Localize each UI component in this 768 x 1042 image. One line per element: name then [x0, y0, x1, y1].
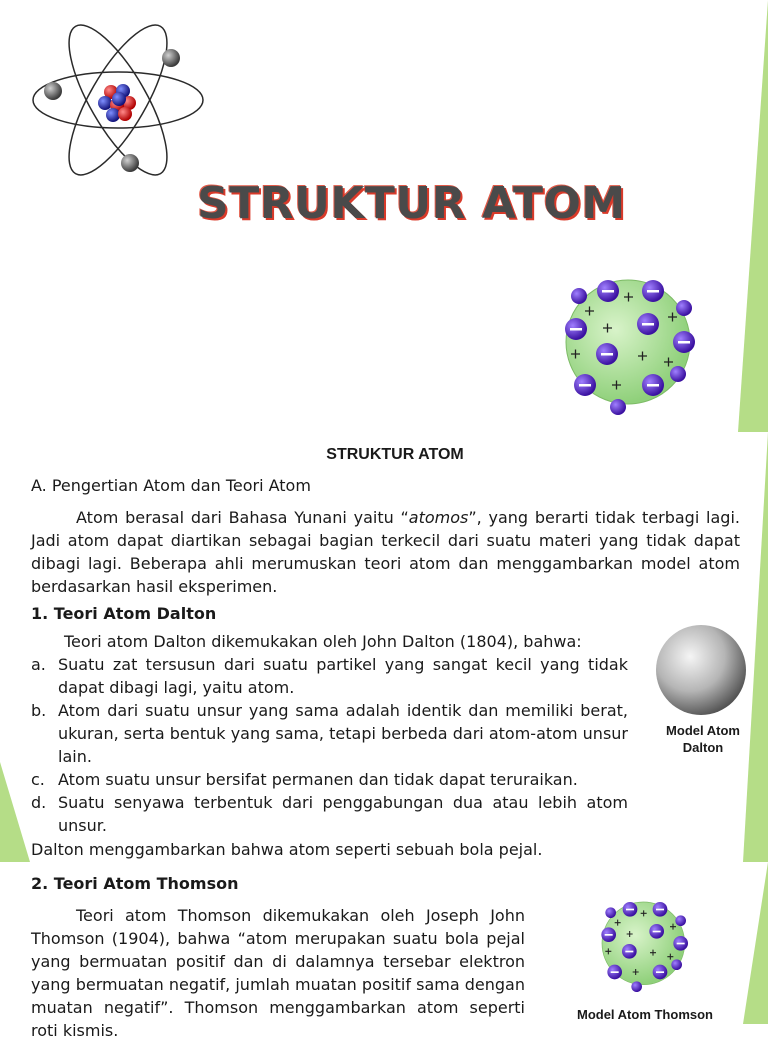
dalton-title: 1. Teori Atom Dalton: [31, 604, 217, 623]
thomson-title: 2. Teori Atom Thomson: [31, 874, 239, 893]
thomson-model-small-icon: [598, 898, 698, 994]
cover-slide: [0, 0, 768, 432]
section-a-title: A. Pengertian Atom dan Teori Atom: [31, 476, 311, 495]
cover-title: STRUKTUR ATOM: [197, 178, 626, 229]
thomson-paragraph: Teori atom Thomson dikemukakan oleh Joseph John Thomson (1904), bahwa “atom merupakan suatu bola pejal yang bermuatan positif dan di dalamnya tersebar elektron yang bermuatan negatif, jumlah muatan positif sama dengan muatan negatif”. Thomson menggambarkan atom seperti roti kismis.: [31, 906, 525, 1040]
section-a-paragraph: Atom berasal dari Bahasa Yunani yaitu “atomos”, yang berarti tidak terbagi lagi. Jadi atom dapat diartikan sebagai bagian terkecil dari suatu materi yang tidak dapat dibagi lagi. Beberapa ahli merumuskan teori atom dan menggambarkan model atom berdasarkan hasil eksperimen.: [31, 508, 740, 596]
content-green-accent-left: [0, 762, 30, 862]
cover-green-accent-right: [738, 0, 768, 432]
content2-green-accent-right: [743, 862, 768, 1024]
dalton-conclusion: Dalton menggambarkan bahwa atom seperti sebuah bola pejal.: [31, 840, 543, 859]
dalton-intro: Teori atom Dalton dikemukakan oleh John Dalton (1804), bahwa:: [64, 632, 582, 651]
dalton-list-item-c: c. Atom suatu unsur bersifat permanen dan tidak dapat teruraikan.: [31, 770, 578, 789]
atom-rutherford-icon: [25, 15, 215, 185]
thomson-model-icon: [560, 275, 710, 417]
dalton-solid-sphere-icon: [654, 623, 748, 717]
dalton-caption: Model Atom Dalton: [666, 723, 740, 755]
thomson-caption: Model Atom Thomson: [576, 1007, 713, 1022]
dalton-list-item-a: a. Suatu zat tersusun dari suatu partikel yang sangat kecil yang tidak dapat dibagi lagi, yaitu atom.: [31, 655, 628, 697]
content-heading: STRUKTUR ATOM: [326, 446, 464, 463]
dalton-list-item-b: b. Atom dari suatu unsur yang sama adalah identik dan memiliki berat, ukuran, serta bentuk yang sama, tetapi berbeda dari atom-atom unsur lain.: [31, 701, 628, 766]
dalton-list-item-d: d. Suatu senyawa terbentuk dari penggabungan dua atau lebih atom unsur.: [31, 793, 628, 835]
